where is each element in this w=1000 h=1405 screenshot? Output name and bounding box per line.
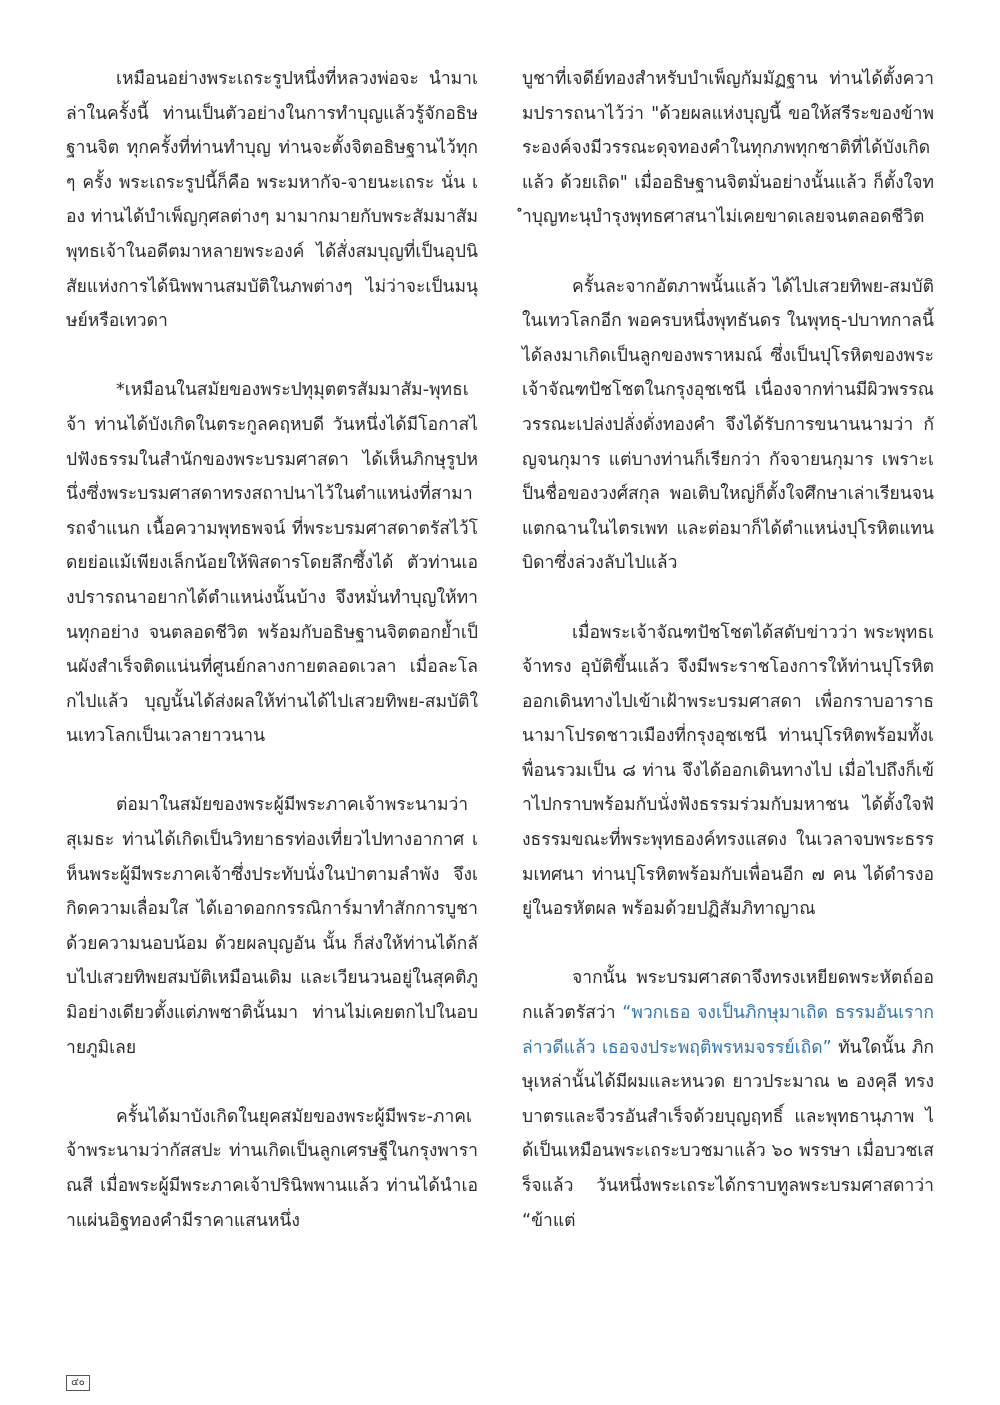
ordination-text-before: จากนั้น พระบรมศาสดาจึงทรงเหยียดพระหัตถ์ออกแล้วตรัสว่า [522, 968, 934, 1024]
paragraph-gap [66, 754, 478, 789]
paragraph-gap [522, 235, 934, 270]
paragraph-intro: เหมือนอย่างพระเถระรูปหนึ่งที่หลวงพ่อจะ นำมาเล่าในครั้งนี้ ท่านเป็นตัวอย่างในการทำบุญแล้วรู้จักอธิษฐานจิต ทุกครั้งที่ท่านทำบุญ ท่านจะตั้งจิตอธิษฐานไว้ทุกๆ ครั้ง พระเถระรูปนี้ก็คือ พระมหากัจ-จายนะเถระ นั่น เอง ท่านได้บำเพ็ญกุศลต่างๆ มามากมายกับพระสัมมาสัมพุทธเจ้าในอดีตมาหลายพระองค์ ได้สั่งสมบุญที่เป็นอุปนิสัยแห่งการได้นิพพานสมบัติในภพต่างๆ ไม่ว่าจะเป็นมนุษย์หรือเทวดา [66, 69, 478, 332]
paragraph-gap [66, 1065, 478, 1100]
paragraph-kanchana: ครั้นละจากอัตภาพนั้นแล้ว ได้ไปเสวยทิพย-สมบัติในเทวโลกอีก พอครบหนึ่งพุทธันดร ในพุทธุ-ปบาทกาลนี้ ได้ลงมาเกิดเป็นลูกของพราหมณ์ ซึ่งเป็นปุโรหิตของพระเจ้าจัณฑปัชโชตในกรุงอุชเชนี เนื่องจากท่านมีผิวพรรณวรรณะเปล่งปลั่งดั่งทองคำ จึงได้รับการขนานนามว่า กัญจนกุมาร แต่บางท่านก็เรียกว่า กัจจายนกุมาร เพราะเป็นชื่อของวงศ์สกุล พอเติบใหญ่ก็ตั้งใจศึกษาเล่าเรียนจนแตกฉานในไตรเพท และต่อมาก็ได้ตำแหน่งปุโรหิตแทนบิดาซึ่งล่วงลับไปแล้ว [522, 276, 934, 574]
left-column [66, 62, 478, 1238]
paragraph-gap [522, 581, 934, 616]
paragraph-gap [66, 339, 478, 374]
paragraph-continuation: บูชาที่เจดีย์ทองสำหรับบำเพ็ญกัมมัฏฐาน ท่านได้ตั้งความปรารถนาไว้ว่า "ด้วยผลแห่งบุญนี้ ขอให้สรีระของข้าพระองค์จงมีวรรณะดุจทองคำในทุกภพทุกชาติที่ได้บังเกิดแล้ว ด้วยเถิด" เมื่ออธิษฐานจิตมั่นอย่างนั้นแล้ว ก็ตั้งใจทำบุญทะนุบำรุงพุทธศาสนาไม่เคยขาดเลยจนตลอดชีวิต [522, 69, 934, 228]
buddha-quote: “พวกเธอ จงเป็นภิกษุมาเถิด ธรรมอันเรากล่าวดีแล้ว เธอจงประพฤติพรหมจรรย์เถิด” [522, 1003, 934, 1058]
paragraph-ordination [522, 961, 934, 1238]
paragraph-ujjeni: เมื่อพระเจ้าจัณฑปัชโชตได้สดับข่าวว่า พระพุทธเจ้าทรง อุบัติขึ้นแล้ว จึงมีพระราชโองการให้ท่านปุโรหิตออกเดินทางไปเข้าเฝ้าพระบรมศาสดา เพื่อกราบอาราธนามาโปรดชาวเมืองที่กรุงอุชเชนี ท่านปุโรหิตพร้อมทั้งเพื่อนรวมเป็น ๘ ท่าน จึงได้ออกเดินทางไป เมื่อไปถึงก็เข้าไปกราบพร้อมกับนั่งฟังธรรมร่วมกับมหาชน ได้ตั้งใจฟังธรรมขณะที่พระพุทธองค์ทรงแสดง ในเวลาจบพระธรรมเทศนา ท่านปุโรหิตพร้อมกับเพื่อนอีก ๗ คน ได้ดำรงอยู่ในอรหัตผล พร้อมด้วยปฏิสัมภิทาญาณ [522, 622, 934, 920]
right-column [522, 62, 934, 1238]
paragraph-kassapa: ครั้นได้มาบังเกิดในยุคสมัยของพระผู้มีพระ-ภาคเจ้าพระนามว่ากัสสปะ ท่านเกิดเป็นลูกเศรษฐีในกรุงพาราณสี เมื่อพระผู้มีพระภาคเจ้าปรินิพพานแล้ว ท่านได้นำเอาแผ่นอิฐทองคำมีราคาแสนหนึ่ง [66, 1106, 478, 1231]
paragraph-sumedha: ต่อมาในสมัยของพระผู้มีพระภาคเจ้าพระนามว่า สุเมธะ ท่านได้เกิดเป็นวิทยาธรท่องเที่ยวไปทางอากาศ เห็นพระผู้มีพระภาคเจ้าซึ่งประทับนั่งในป่าตามลำพัง จึงเกิดความเลื่อมใส ได้เอาดอกกรรณิการ์มาทำสักการบูชาด้วยความนอบน้อม ด้วยผลบุญอัน นั้น ก็ส่งให้ท่านได้กลับไปเสวยทิพยสมบัติเหมือนเดิม และเวียนวนอยู่ในสุคติภูมิอย่างเดียวตั้งแต่ภพชาตินั้นมา ท่านไม่เคยตกไปในอบายภูมิเลย [66, 795, 478, 1058]
paragraph-gap [522, 927, 934, 962]
page-number: ๔๐ [66, 1375, 90, 1391]
ordination-text-after: ทันใดนั้น ภิกษุเหล่านั้นได้มีผมและหนวด ยาวประมาณ ๒ องคุลี ทรงบาตรและจีวรอันสำเร็จด้วยบุญฤทธิ์ และพุทธานุภาพ ได้เป็นเหมือนพระเถระบวชมาแล้ว ๖๐ พรรษา เมื่อบวชเสร็จแล้ว วันหนึ่งพระเถระได้กราบทูลพระบรมศาสดาว่า “ข้าแต่ [522, 1037, 934, 1231]
paragraph-padumuttara: *เหมือนในสมัยของพระปทุมุตตรสัมมาสัม-พุทธเจ้า ท่านได้บังเกิดในตระกูลคฤหบดี วันหนึ่งได้มีโอกาสไปฟังธรรมในสำนักของพระบรมศาสดา ได้เห็นภิกษุรูปหนึ่งซึ่งพระบรมศาสดาทรงสถาปนาไว้ในตำแหน่งที่สามารถจำแนก เนื้อความพุทธพจน์ ที่พระบรมศาสดาตรัสไว้โดยย่อแม้เพียงเล็กน้อยให้พิสดารโดยลึกซึ้งได้ ตัวท่านเองปรารถนาอยากได้ตำแหน่งนั้นบ้าง จึงหมั่นทำบุญให้ทานทุกอย่าง จนตลอดชีวิต พร้อมกับอธิษฐานจิตตอกย้ำเป็นผังสำเร็จติดแน่นที่ศูนย์กลางกายตลอดเวลา เมื่อละโลกไปแล้ว บุญนั้นได้ส่งผลให้ท่านได้ไปเสวยทิพย-สมบัติในเทวโลกเป็นเวลายาวนาน [66, 380, 478, 747]
